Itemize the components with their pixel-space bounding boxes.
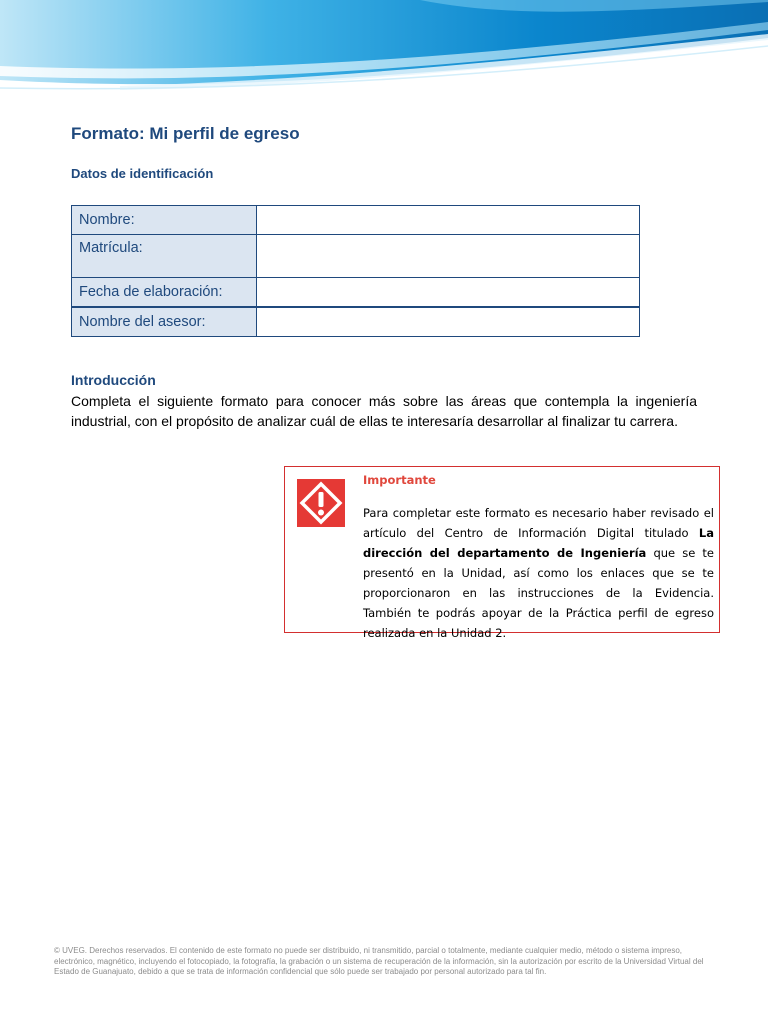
field-input-fecha[interactable] — [257, 278, 640, 308]
table-row — [72, 235, 640, 278]
table-row — [72, 278, 640, 308]
table-row — [72, 307, 640, 337]
page-title: Formato: Mi perfil de egreso — [71, 124, 300, 143]
field-input-nombre[interactable] — [257, 206, 640, 235]
intro-paragraph: Completa el siguiente formato para conocer más sobre las áreas que contempla la ingeniería industrial, con el propósito de analizar cuál de ellas te interesaría desarrollar al finalizar tu carrera. — [71, 393, 697, 429]
section-subtitle: Datos de identificación — [71, 166, 214, 181]
callout-title: Importante — [363, 473, 436, 487]
field-input-asesor[interactable] — [257, 307, 640, 337]
warning-icon — [297, 479, 345, 527]
table-row — [72, 206, 640, 235]
copyright-footer: © UVEG. Derechos reservados. El contenido de este formato no puede ser distribuido, ni transmitido, parcial o totalmente, mediante cualquier medio, método o sistema impreso, electrónico, magnético, incluyendo el fotocopiado, la fotografía, la grabación o un sistema de recuperación de la información, sin la autorización por escrito de la Universidad Virtual del Estado de Guanajuato, debido a que se trata de información confidencial que sólo puede ser trabajado por personal autorizado para tal fin. — [54, 946, 704, 976]
intro-heading: Introducción — [71, 372, 156, 388]
field-label-nombre: Nombre: — [72, 206, 257, 235]
callout-text-start: Para completar este formato es necesario haber revisado el artículo del Centro de Información Digital titulado — [363, 506, 714, 540]
important-callout — [284, 466, 720, 640]
callout-text-end: que se te presentó en la Unidad, así como los enlaces que se te proporcionaron en las instrucciones de la Evidencia. También te podrás apoyar de la Práctica perfil de egreso realizada en la Unidad 2. — [363, 546, 715, 640]
header-banner — [0, 0, 768, 96]
field-label-fecha: Fecha de elaboración: — [72, 278, 257, 308]
field-input-matricula[interactable] — [257, 235, 640, 278]
field-label-asesor: Nombre del asesor: — [72, 307, 257, 337]
field-label-matricula: Matrícula: — [72, 235, 257, 278]
callout-text-bold: La dirección del departamento de Ingeniería — [363, 526, 714, 560]
callout-text — [363, 503, 714, 643]
identification-table — [71, 205, 640, 337]
